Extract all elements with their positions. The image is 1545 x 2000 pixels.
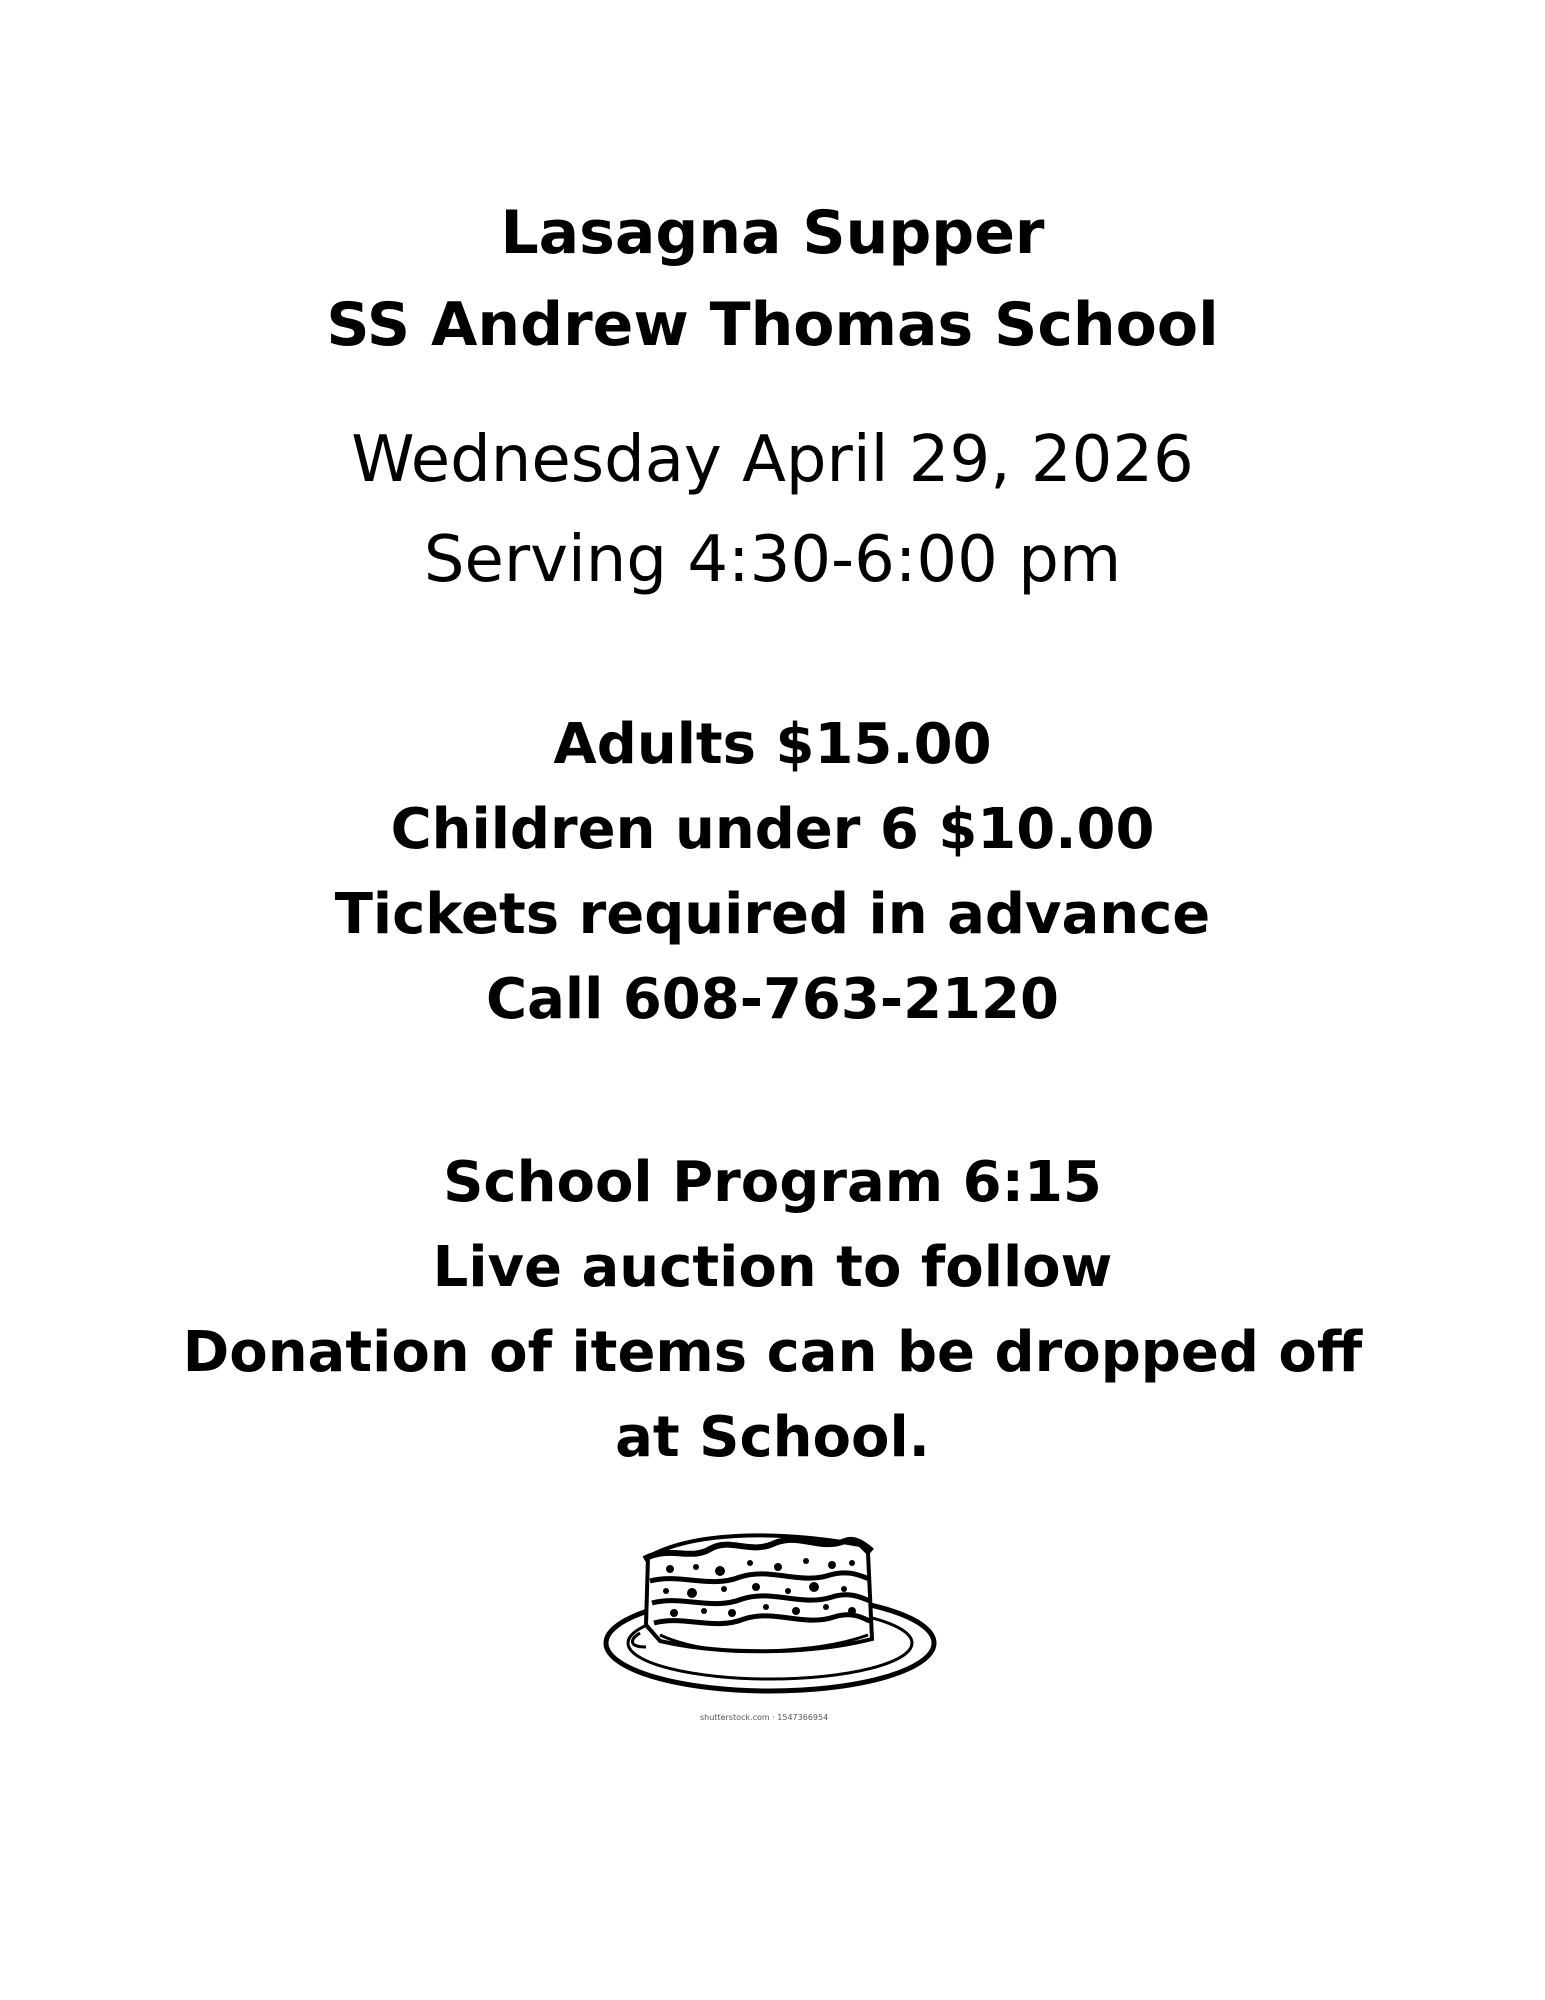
serving-time: Serving 4:30-6:00 pm [423, 523, 1122, 597]
event-title: Lasagna Supper [500, 198, 1045, 268]
child-price: Children under 6 $10.00 [390, 797, 1155, 862]
image-credit: shutterstock.com · 1547366954 [700, 1713, 829, 1722]
school-name: SS Andrew Thomas School [326, 290, 1219, 360]
ticket-note: Tickets required in advance [334, 882, 1211, 947]
adult-price: Adults $15.00 [553, 712, 992, 777]
donation-note-line2: at School. [615, 1405, 930, 1470]
donation-note-line1: Donation of items can be dropped off [182, 1320, 1363, 1385]
event-date: Wednesday April 29, 2026 [351, 423, 1194, 497]
auction-note: Live auction to follow [432, 1235, 1113, 1300]
program-time: School Program 6:15 [443, 1150, 1102, 1215]
phone-number: Call 608-763-2120 [486, 967, 1059, 1032]
lasagna-plate-icon [600, 1515, 940, 1715]
